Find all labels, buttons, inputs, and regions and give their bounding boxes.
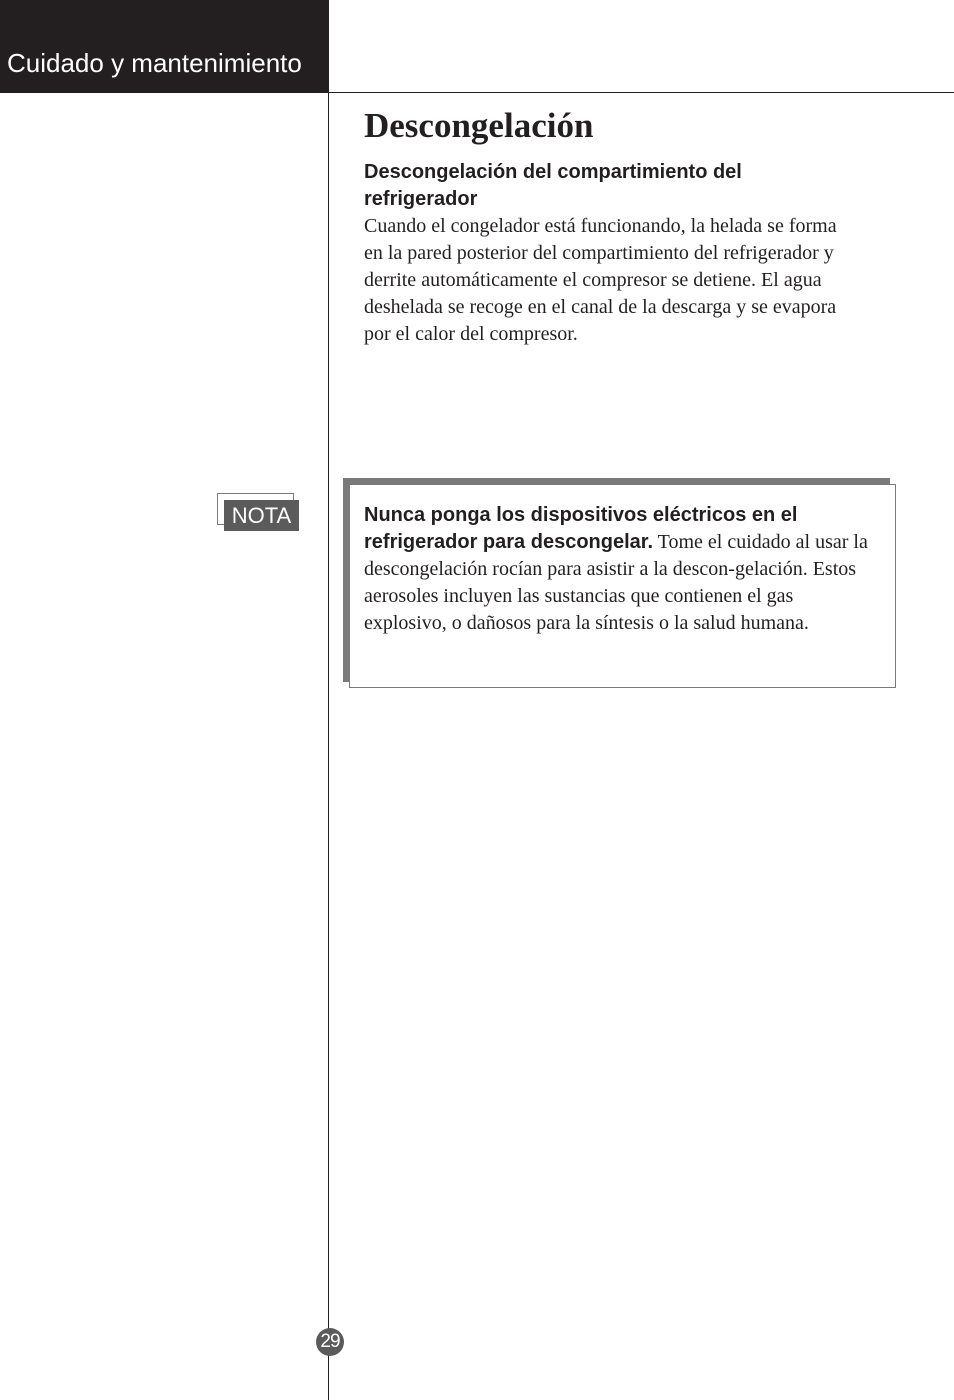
column-divider <box>328 93 329 1400</box>
note-badge-label: NOTA <box>224 500 299 531</box>
note-warning-text: Tome el cuidado al usar la descongelación rocían para asistir a la descon-gelación. Estos aerosoles incluyen las sustancias que contienen el gas explosivo, o dañosos para la síntesis o la salud humana. <box>364 531 868 634</box>
section-title: Cuidado y mantenimiento <box>7 48 302 78</box>
section-tab <box>0 0 329 93</box>
note-badge <box>216 492 300 532</box>
page-title: Descongelación <box>364 106 594 145</box>
page-number: 29 <box>316 1328 344 1356</box>
note-warning-bold: Nunca ponga los dispositivos eléctricos en el refrigerador para descongelar. <box>364 504 798 553</box>
body-paragraph: Cuando el congelador está funcionando, la helada se forma en la pared posterior del compartimiento del refrigerador y derrite automáticamente el compresor se detiene. El agua deshelada se recoge en el canal de la descarga y se evapora por el calor del compresor. <box>364 215 837 345</box>
header-rule <box>329 92 954 93</box>
note-text <box>364 502 874 637</box>
subsection-heading: Descongelación del compartimiento del refrigerador <box>364 161 742 210</box>
